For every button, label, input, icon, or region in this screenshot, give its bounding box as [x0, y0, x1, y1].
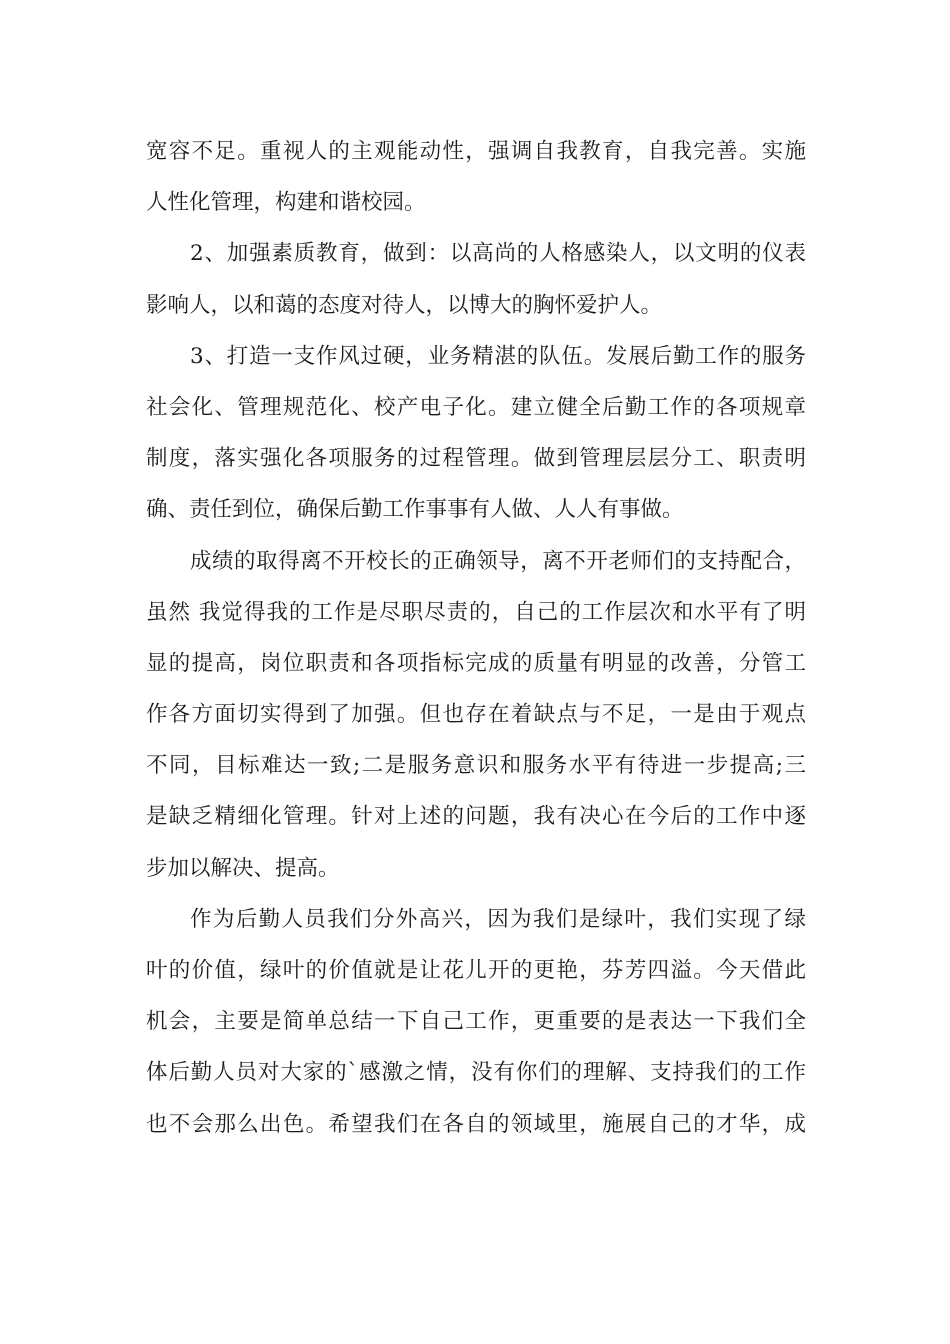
- text-line: 显的提高，岗位职责和各项指标完成的质量有明显的改善，分管工: [146, 650, 806, 676]
- text-line: 不同，目标难达一致;二是服务意识和服务水平有待进一步提高;三: [146, 753, 806, 779]
- text-line: 制度，落实强化各项服务的过程管理。做到管理层层分工、职责明: [146, 446, 806, 472]
- text-line: 社会化、管理规范化、校产电子化。建立健全后勤工作的各项规章: [146, 394, 806, 420]
- text-line: 叶的价值，绿叶的价值就是让花儿开的更艳，芬芳四溢。今天借此: [146, 958, 806, 983]
- text-line: 人性化管理，构建和谐校园。: [146, 190, 426, 216]
- text-line: 作各方面切实得到了加强。但也存在着缺点与不足，一是由于观点: [146, 702, 806, 728]
- text-line: 确、责任到位，确保后勤工作事事有人做、人人有事做。: [146, 497, 684, 523]
- text-line: 体后勤人员对大家的`感激之情，没有你们的理解、支持我们的工作: [146, 1060, 806, 1086]
- text-line: 宽容不足。重视人的主观能动性，强调自我教育，自我完善。实施: [146, 139, 806, 164]
- text-line: 3、打造一支作风过硬，业务精湛的队伍。发展后勤工作的服务: [190, 343, 806, 369]
- body-text: [146, 126, 806, 1150]
- text-line: 是缺乏精细化管理。针对上述的问题，我有决心在今后的工作中逐: [146, 804, 806, 830]
- text-line: 机会，主要是简单总结一下自己工作，更重要的是表达一下我们全: [146, 1009, 806, 1035]
- text-line: 影响人，以和蔼的态度对待人，以博大的胸怀爱护人。: [146, 292, 663, 318]
- text-line: 也不会那么出色。希望我们在各自的领域里，施展自己的才华，成: [146, 1111, 806, 1137]
- text-line: 虽然 我觉得我的工作是尽职尽责的，自己的工作层次和水平有了明: [146, 599, 806, 625]
- text-line: 2、加强素质教育，做到：以高尚的人格感染人，以文明的仪表: [190, 241, 806, 267]
- text-line: 步加以解决、提高。: [146, 855, 340, 881]
- text-line: 作为后勤人员我们分外高兴，因为我们是绿叶，我们实现了绿: [190, 906, 806, 932]
- text-line: 成绩的取得离不开校长的正确领导，离不开老师们的支持配合，: [190, 548, 806, 574]
